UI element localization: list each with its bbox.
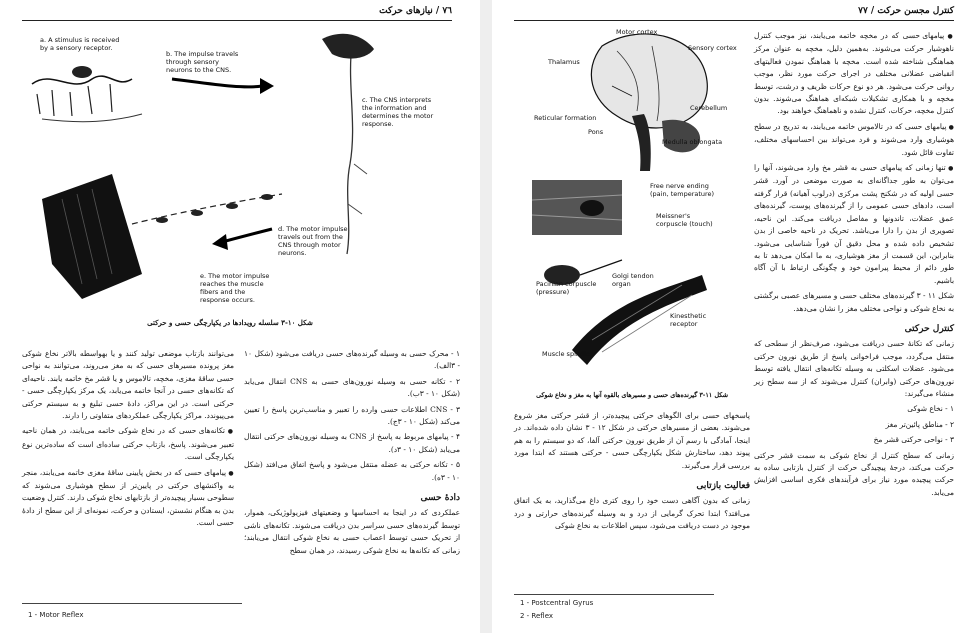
label-meissner: Meissner's corpuscle (touch): [656, 212, 713, 228]
left-footnote-rule: [22, 603, 242, 604]
left-page: [0, 0, 480, 633]
stimulus-illustration: [32, 66, 142, 122]
right-footnote-1: 1 - Postcentral Gyrus: [520, 599, 594, 607]
section-heading-motor-control: کنترل حرکتی: [904, 323, 954, 334]
right-page-col-right: [754, 30, 954, 502]
right-page: [492, 0, 975, 633]
muscle-fibers: [42, 174, 142, 299]
label-golgi: Golgi tendon organ: [612, 272, 654, 288]
left-footnote: 1 - Motor Reflex: [28, 611, 84, 619]
left-page-col-right: [244, 348, 460, 560]
label-a: a. A stimulus is received by a sensory receptor.: [40, 36, 120, 52]
book-gutter: [480, 0, 492, 633]
cerebellum-bullet: ● پیامهای حسی که در مخچه خاتمه می‌یابند، نیز موجب کنترل ناهوشیار حرکت می‌شوند. به‌همین دلیل، مخچه به عنوان مرکز هماهنگی شناخته شده است. مخچه با هماهنگ نمودن فعالیتهای انقباضی عضلانی مختلف در اجرای حرکت مورد نظر، موجب روانی حرکت می‌شود. هر دو نوع حرکات ظریف و درشت، توسط مخچه و با همکاری تشکیلات شبکه‌ای هماهنگ می‌شوند. بدون کنترل مخچه، حرکات، کنترل نشده و ناهماهنگ خواهند بود.: [754, 30, 954, 118]
label-reticular-formation: Reticular formation: [534, 114, 597, 122]
label-pons: Pons: [588, 128, 604, 136]
figure-caption-3-11: شکل ۱۱-۳ گیرنده‌های حسی و مسیرهای بالقوه آنها به مغز و نخاع شوکی: [536, 392, 728, 399]
sensory-input-paragraph: عملکردی که در اینجا به احساسها و وضعیتهای فیزیولوژیکی، هموار، توسط گیرنده‌های حسی سراسر بدن دریافت می‌شوند. تکانه‌های ناشی از تحریک حسی توسط اعصاب حسی به نخاع شوکی انتقال می‌یابند؛ زمانی که تکانه‌ها به نخاع شوکی رسیدند، در همان سطح: [244, 508, 460, 555]
arrow-to-cns: [172, 79, 262, 87]
cortex-bullet: ● تنها زمانی که پیامهای حسی به قشر مخ وارد می‌شوند، آنها را می‌توان به طور جداگانه‌ای به صورت موضعی در آورد. قشر حسی اولیه که در شکنج پشت مرکزی (درلوب آهیانه) قرار گرفته است، دادهای حسی عمومی را از گیرنده‌های پوست، گیرنده‌های عمق عضلات، تاندونها و مفاصل دریافت می‌کند. این ناحیه، تصویری از بدن را دارا می‌باشد. تحریک در ناحیه خاصی از بدن تشخیص داده شده و محل دقیق آن فوراً شناسایی می‌شود. بنابراین، این قسمت از مغز هوشیاری، به ما امکان می‌دهد تا به طور دائم از محیط پیرامون خود و چگونگی ارتباط با آن آگاه باشیم.: [754, 162, 954, 287]
step-3: ۳ - CNS اطلاعات حسی وارده را تعبیر و مناسب‌ترین پاسخ را تعیین می‌کند (شکل ۱۰ - ۳ج).: [244, 404, 460, 427]
sensory-motor-figure: [22, 24, 462, 314]
label-free-nerve-ending: Free nerve ending (pain, temperature): [650, 182, 715, 198]
motor-neuron-chain: [132, 194, 282, 224]
thalamus-bullet: ● پیامهای حسی که در تالاموس خاتمه می‌یابند، به تدریج در سطح هوشیاری وارد می‌شوند و فرد می‌تواند بین احساسهای مختلف، تفاوت قائل شود.: [754, 121, 954, 159]
figure-caption-3-10: شکل ۱۰-۳ سلسله رویدادها در یکپارچگی حسی و حرکتی: [147, 318, 313, 327]
integration-paragraph: می‌توانند بازتاب موضعی تولید کنند و یا بهواسطه بالاتر نخاع شوکی مغز پرونده مسیرهای حسی که به مغز می‌روند، می‌توانند به نواحی حسی ساقهٔ مغزی، مخچه، تالاموس و یا قشر مخ خاتمه یابند. ناحیه‌ای که تکانه‌های حسی در آنجا خاتمه می‌یابد، یک مرکز یکپارچگی حسی - حرکتی است. در این مراکز، دادهٔ حسی تبلیغ و به سیستم حرکتی می‌پیوندد. مراکز یکپارچگی عملکردهای متفاوتی را دارند.: [22, 349, 234, 421]
right-page-col-left: [514, 410, 750, 536]
left-page-header-text: ٧٦ / نیازهای حرکت: [379, 6, 452, 16]
step-1: ۱ - محرک حسی به وسیله گیرنده‌های حسی دریافت می‌شود (شکل ۱۰ - ۳الف).: [244, 349, 460, 371]
label-kinesthetic: Kinesthetic receptor: [670, 312, 707, 328]
motor-control-paragraph: زمانی که تکانهٔ حسی دریافت می‌شود، صرف‌نظر از سطحی که منتقل می‌گردد، موجب فراخوانی پاسخ از طریق نورون حرکتی می‌شود. عضلات اسکلتی به وسیله تکانه‌های انتقال یافته توسط نورون‌های حرکتی (وابران) کنترل می‌شوند که از سه سطح زیر منشاء می‌گیرند:: [754, 339, 954, 398]
label-muscle-spindle: Muscle spindle: [542, 350, 590, 358]
label-b: b. The impulse travels through sensory neurons to the CNS.: [166, 50, 239, 74]
label-sensory-cortex: Sensory cortex: [688, 44, 737, 52]
level-1: ۱ - نخاع شوکی: [907, 404, 954, 414]
section-heading-sensory-input: دادهٔ حسی: [420, 493, 460, 504]
left-page-header: [22, 4, 452, 21]
step-4: ۴ - پیامهای مربوط به پاسخ از CNS به وسیله نورون‌های حرکتی انتقال می‌یابد (شکل ۱۰ - ۳د).: [244, 432, 461, 454]
reflex-paragraph: زمانی که بدون آگاهی دست خود را روی کتری داغ می‌گذارید، به یک اتفاق می‌افتد؟ ابتدا تحرک گرمایی از درد و به وسیله گیرنده‌های حرارتی و درد موجود در دست دریافت می‌شود، سپس اطلاعات به نخاع شوکی: [514, 496, 750, 531]
label-motor-cortex: Motor cortex: [616, 28, 658, 36]
spinal-cord-line: [347, 44, 353, 254]
right-page-header: [514, 4, 954, 21]
label-e: e. The motor impulse reaches the muscle fibers and the response occurs.: [200, 272, 270, 304]
cerebellum-shape: [662, 120, 700, 153]
label-c: c. The CNS interprets the information and determines the motor response.: [362, 96, 434, 128]
left-page-col-left: [22, 348, 234, 533]
label-medulla: Medulla oblongata: [662, 138, 723, 146]
label-d: d. The motor impulse travels out from the CNS through motor neurons.: [278, 225, 348, 257]
step-2: ۲ - تکانه حسی به وسیله نورون‌های حسی به CNS انتقال می‌یابد (شکل ۱۰ - ۳ب).: [244, 376, 460, 399]
level-2: ۲ - مناطق پائین‌تر مغز: [885, 419, 954, 429]
step-5: ۵ - تکانه حرکتی به عضله منتقل می‌شود و پاسخ اتفاق می‌افتد (شکل ۱۰ - ۳ه).: [244, 460, 460, 482]
motor-pathways-paragraph: پاسخهای حسی برای الگوهای حرکتی پیچیده‌تر، از قشر حرکتی مغز شروع می‌شوند. بعضی از مسیرهای حرکتی در شکل ۱۲ - ۳ نشان داده شده‌اند. در اینجا، آمادگی با رسم آن از طریق نورون حرکتی آلفا، که دو سیستم را به هم پیوند دهد، ساختارش شکل یکپارچگی حسی - حرکتی هستند که ابتدا مورد بررسی قرار می‌گیرند.: [514, 411, 750, 470]
label-thalamus: Thalamus: [548, 58, 580, 66]
label-cerebellum: Cerebellum: [690, 104, 728, 112]
arrow-from-cns: [222, 229, 272, 242]
right-page-header-text: کنترل مجسن حرکت / ۷۷: [858, 6, 954, 16]
label-pacinian: Pacinian corpuscle (pressure): [536, 280, 597, 296]
brainstem-bullet: ● پیامهای حسی که در بخش پایینی ساقهٔ مغزی خاتمه می‌یابند، منجر به واکنشهای حرکتی در پایین‌تر از سطح هوشیاری می‌شوند که سطوحی بسیار پیچیده‌تر از بازتابهای نخاع شوکی دارند. کنترل وضعیت بدن به هنگام نشستن، ایستادن و حرکت، نمونه‌ای از این سطح از دادهٔ حسی است.: [22, 467, 234, 530]
level-3: ۳ - نواحی حرکتی قشر مخ: [873, 435, 954, 445]
right-footnote-2: 2 - Reflex: [520, 612, 554, 620]
motor-complexity-paragraph: زمانی که سطح کنترل از نخاع شوکی به سمت قشر حرکتی حرکت می‌کند، درجهٔ پیچیدگی حرکت از کنترل بازتابی ساده به حرکت پیچیده مورد نیاز برای فرآیندهای فکری اساسی افزایش می‌یابد.: [754, 450, 954, 497]
right-footnote-rule: [514, 594, 714, 595]
figure-reference-paragraph: شکل ۱۱ - ۳ گیرنده‌های مختلف حسی و مسیرهای عصبی برگشتی به نخاع شوکی و نواحی مختلف مغز را نشان می‌دهد.: [754, 291, 954, 313]
section-heading-reflex-activity: فعالیت بازتابی: [696, 481, 750, 492]
spinal-bullet: ● تکانه‌های حسی که در نخاع شوکی خاتمه می‌یابند، در همان ناحیه تعبیر می‌شوند. پاسخ، بازتاب حرکتی ساده‌ای است که ساده‌ترین نوع یکپارچگی است.: [22, 425, 234, 463]
